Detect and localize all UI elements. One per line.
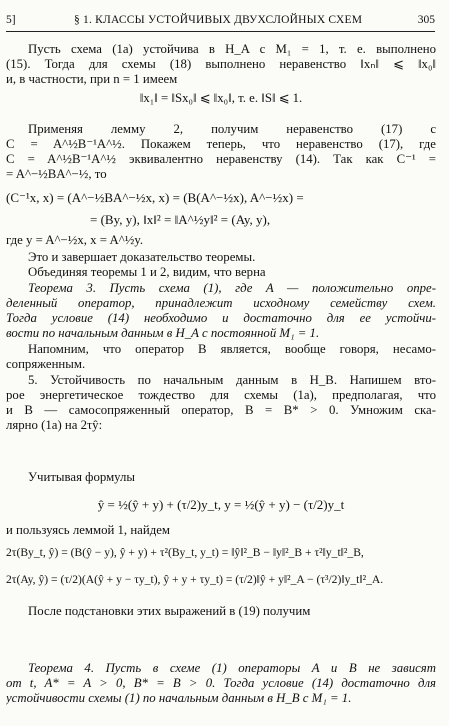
text-line: и, в частности, при n = 1 имеем [6,72,178,86]
text-line: = A^−½BA^−½, то [6,167,107,181]
theorem-4-line: от t, A* = A > 0, B* = B > 0. Тогда условие (14) достаточно для [6,676,436,690]
running-header [6,14,435,28]
theorem-3-line: вости по начальным данным в H_A с постоянной M₁ = 1. [6,326,320,340]
theorem-4-line: устойчивости схемы (1) по начальным данным в H_B с M₁ = 1. [6,691,352,705]
text-line: и пользуясь леммой 1, найдем [6,523,170,537]
section-heading-line: 5. Устойчивость по начальным данным в H_B. Напишем вто- [28,373,436,387]
theorem-3-line: деленный оператор, принадлежит исходному семейству схем. [6,296,436,310]
theorem-4-line: Теорема 4. Пусть в схеме (1) операторы A и B не зависят [28,661,436,675]
formula: 2τ(Ay, ŷ) = (τ/2)(A(ŷ + y − τy_t), ŷ + y + τy_t) = (τ/2)‖ŷ + y‖²_A − (τ³/2)‖y_t‖²_A. [6,573,384,586]
text-line: Это и завершает доказательство теоремы. [28,250,256,264]
text-line: C = A^½B⁻¹A^½ эквивалентно неравенству (14). Так как C⁻¹ = [6,152,436,166]
text-line: рое энергетическое тождество для схемы (1а), предполагая, что [6,388,436,402]
formula: 2τ(By_t, ŷ) = (B(ŷ − y), ŷ + y) + τ²(By_t, y_t) = ‖ŷ‖²_B − ‖y‖²_B + τ²‖y_t‖²_B, [6,546,364,559]
text-line: где y = A^−½x, x = A^½y. [6,233,144,247]
text-line: и B — самосопряженный оператор, B = B* > 0. Умножим ска- [6,403,436,417]
text-line: После подстановки этих выражений в (19) получим [28,604,311,618]
text-line: Учитывая формулы [28,470,135,484]
formula: = (By, y), ‖x‖² = ‖A^½y‖² = (Ay, y), [90,212,271,227]
theorem-3-line: Теорема 3. Пусть схема (1), где A — положительно опре- [28,281,436,295]
text-line: (15). Тогда для схемы (18) выполнено неравенство ‖xₙ‖ ⩽ ‖x₀‖ [6,57,436,71]
formula: (C⁻¹x, x) = (A^−½BA^−½x, x) = (B(A^−½x), A^−½x) = [6,190,304,205]
header-rule [6,31,435,32]
theorem-3-line: Тогда условие (14) необходимо и достаточно для ее устойчи- [6,311,436,325]
text-line: Пусть схема (1а) устойчива в H_A с M₁ = 1, т. е. выполнено [28,42,436,56]
page-number: 305 [417,14,435,26]
running-title: § 1. КЛАССЫ УСТОЙЧИВЫХ ДВУХСЛОЙНЫХ СХЕМ [74,14,363,26]
text-line: Применяя лемму 2, получим неравенство (17) с [28,122,436,136]
text-line: лярно (1а) на 2τŷ: [6,418,103,432]
text-line: C = A^½B⁻¹A^½. Покажем теперь, что неравенство (17), где [6,137,436,151]
page-marker-left: 5] [6,14,16,26]
text-line: Объединяя теоремы 1 и 2, видим, что верна [28,265,266,279]
formula: ‖x₁‖ = ‖Sx₀‖ ⩽ ‖x₀‖, т. е. ‖S‖ ⩽ 1. [139,91,303,105]
text-line: сопряженным. [6,357,86,371]
formula: ŷ = ½(ŷ + y) + (τ/2)y_t, y = ½(ŷ + y) − (τ/2)y_t [97,497,345,512]
text-line: Напомним, что оператор B является, вообще говоря, несамо- [28,342,436,356]
